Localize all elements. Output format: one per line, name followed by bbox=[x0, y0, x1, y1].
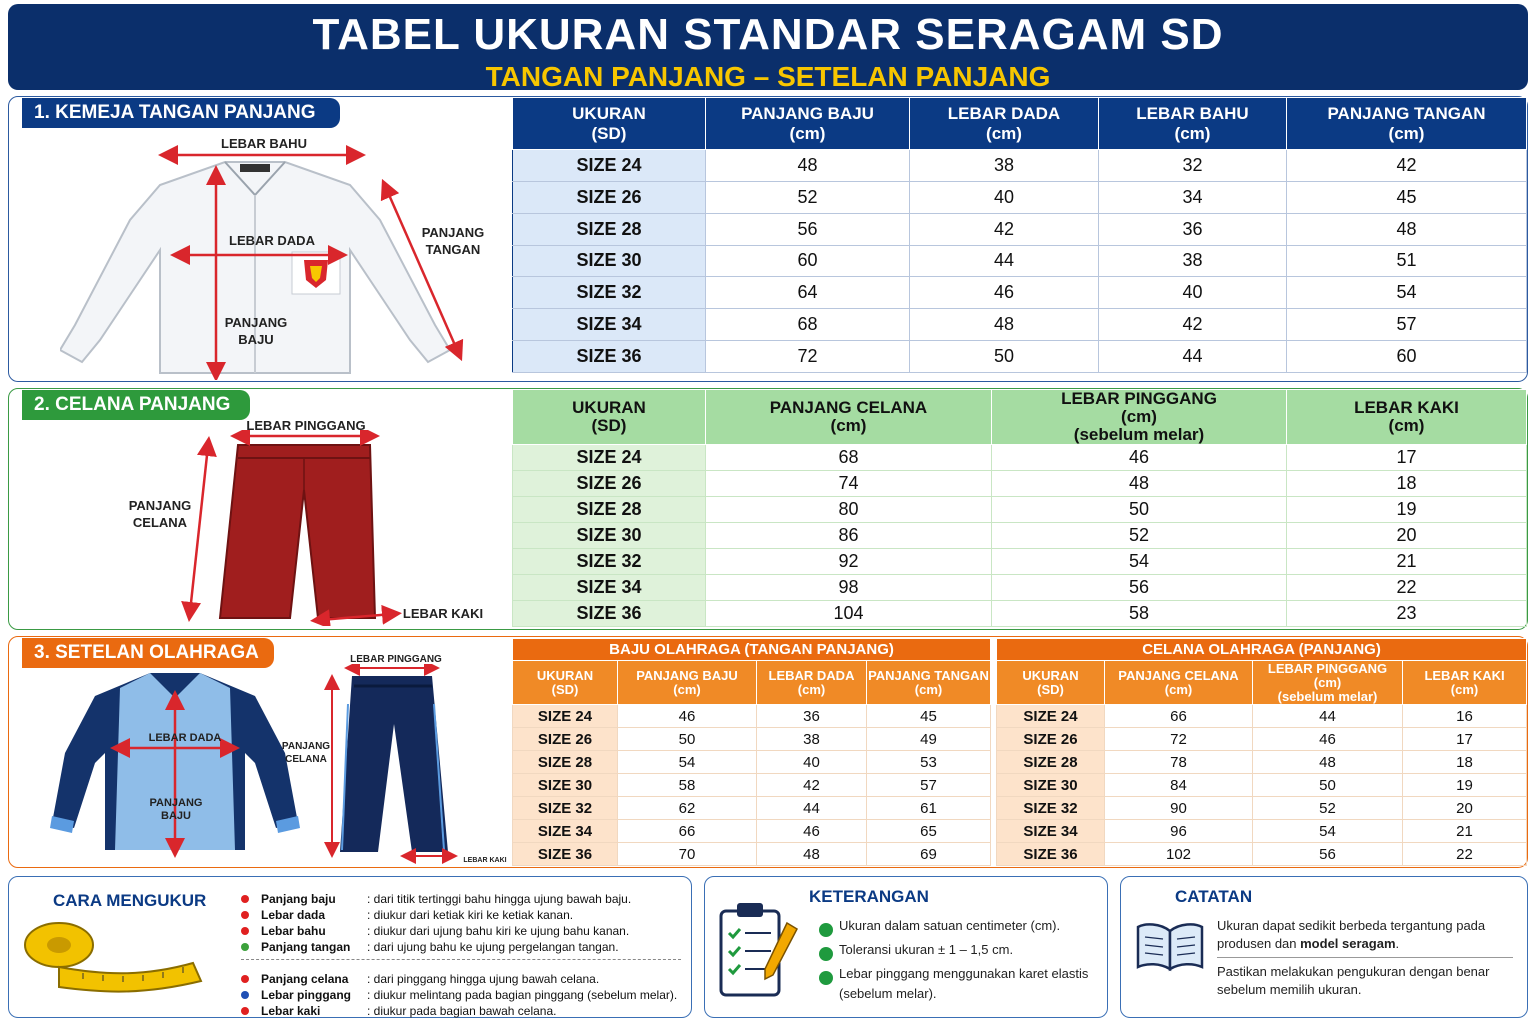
label-sport-lebar-dada: LEBAR DADA bbox=[148, 732, 222, 744]
table-row bbox=[997, 797, 1527, 820]
value-cell: 52 bbox=[706, 181, 910, 213]
size-cell: SIZE 36 bbox=[513, 601, 706, 627]
value-cell: 44 bbox=[1253, 705, 1403, 728]
page-title: TABEL UKURAN STANDAR SERAGAM SD bbox=[312, 10, 1224, 59]
check-icon: ✓ bbox=[819, 923, 833, 937]
table-row bbox=[513, 341, 1527, 373]
value-cell: 48 bbox=[757, 843, 867, 866]
value-cell: 38 bbox=[910, 150, 1099, 182]
keterangan-title: KETERANGAN bbox=[809, 887, 929, 906]
cara-mengukur-title: CARA MENGUKUR bbox=[53, 891, 207, 910]
value-cell: 51 bbox=[1287, 245, 1527, 277]
value-cell: 42 bbox=[1287, 150, 1527, 182]
size-cell: SIZE 26 bbox=[997, 728, 1105, 751]
value-cell: 52 bbox=[992, 523, 1287, 549]
cara-item bbox=[237, 907, 573, 923]
value-cell: 23 bbox=[1287, 601, 1527, 627]
checklist-clipboard-icon bbox=[717, 899, 801, 1003]
column-header: LEBAR PINGGANG (cm) (sebelum melar) bbox=[1253, 661, 1403, 705]
value-cell: 49 bbox=[867, 728, 991, 751]
value-cell: 60 bbox=[1287, 341, 1527, 373]
value-cell: 40 bbox=[757, 751, 867, 774]
value-cell: 66 bbox=[618, 820, 757, 843]
table-row bbox=[513, 309, 1527, 341]
value-cell: 50 bbox=[1253, 774, 1403, 797]
size-cell: SIZE 30 bbox=[997, 774, 1105, 797]
value-cell: 38 bbox=[757, 728, 867, 751]
value-cell: 19 bbox=[1287, 497, 1527, 523]
pants-size-table bbox=[512, 389, 1527, 627]
value-cell: 42 bbox=[1099, 309, 1287, 341]
value-cell: 78 bbox=[1105, 751, 1253, 774]
value-cell: 61 bbox=[867, 797, 991, 820]
cara-item-key: Lebar dada bbox=[261, 908, 326, 922]
value-cell: 16 bbox=[1403, 705, 1527, 728]
value-cell: 19 bbox=[1403, 774, 1527, 797]
label-sport-panjang-celana: PANJANG CELANA bbox=[281, 741, 331, 765]
value-cell: 22 bbox=[1403, 843, 1527, 866]
catatan-box bbox=[1120, 876, 1528, 1018]
value-cell: 53 bbox=[867, 751, 991, 774]
size-cell: SIZE 30 bbox=[513, 774, 618, 797]
table-row bbox=[513, 245, 1527, 277]
size-cell: SIZE 24 bbox=[513, 150, 706, 182]
value-cell: 72 bbox=[706, 341, 910, 373]
size-cell: SIZE 32 bbox=[513, 549, 706, 575]
label-sport-lebar-kaki: LEBAR KAKI bbox=[463, 857, 507, 864]
cara-item-key: Panjang baju bbox=[261, 892, 336, 906]
size-cell: SIZE 36 bbox=[513, 341, 706, 373]
value-cell: 48 bbox=[1253, 751, 1403, 774]
sport-shirt-table bbox=[512, 638, 991, 866]
check-icon: ✓ bbox=[819, 947, 833, 961]
table-row bbox=[997, 820, 1527, 843]
open-book-icon bbox=[1135, 921, 1205, 973]
value-cell: 50 bbox=[992, 497, 1287, 523]
table-row bbox=[997, 843, 1527, 866]
measuring-tape-icon bbox=[23, 915, 213, 995]
value-cell: 44 bbox=[910, 245, 1099, 277]
table-row bbox=[513, 774, 991, 797]
catatan-title: CATATAN bbox=[1175, 887, 1253, 906]
size-cell: SIZE 24 bbox=[513, 705, 618, 728]
column-header: UKURAN (SD) bbox=[513, 390, 706, 445]
value-cell: 104 bbox=[706, 601, 992, 627]
size-cell: SIZE 28 bbox=[513, 751, 618, 774]
bullet-dot-icon bbox=[241, 911, 249, 919]
check-icon: ✓ bbox=[819, 971, 833, 985]
group-header: CELANA OLAHRAGA (PANJANG) bbox=[997, 639, 1527, 661]
table-row bbox=[513, 445, 1527, 471]
table-row bbox=[997, 774, 1527, 797]
cara-item-desc: : diukur melintang pada bagian pinggang (sebelum melar). bbox=[367, 988, 678, 1002]
value-cell: 54 bbox=[992, 549, 1287, 575]
column-header: PANJANG CELANA (cm) bbox=[1105, 661, 1253, 705]
bullet-dot-icon bbox=[241, 975, 249, 983]
table-row bbox=[513, 705, 991, 728]
bullet-dot-icon bbox=[241, 927, 249, 935]
size-cell: SIZE 36 bbox=[997, 843, 1105, 866]
value-cell: 57 bbox=[867, 774, 991, 797]
value-cell: 21 bbox=[1403, 820, 1527, 843]
value-cell: 45 bbox=[867, 705, 991, 728]
table-row bbox=[513, 797, 991, 820]
column-header: UKURAN (SD) bbox=[997, 661, 1105, 705]
cara-item bbox=[237, 923, 629, 939]
cara-item-desc: : dari pinggang hingga ujung bawah celana. bbox=[367, 972, 600, 986]
value-cell: 42 bbox=[757, 774, 867, 797]
value-cell: 48 bbox=[992, 471, 1287, 497]
value-cell: 58 bbox=[992, 601, 1287, 627]
value-cell: 48 bbox=[706, 150, 910, 182]
value-cell: 102 bbox=[1105, 843, 1253, 866]
value-cell: 68 bbox=[706, 445, 992, 471]
size-cell: SIZE 32 bbox=[997, 797, 1105, 820]
catatan-note-2: Pastikan melakukan pengukuran dengan benar sebelum memilih ukuran. bbox=[1217, 964, 1490, 997]
cara-item bbox=[237, 1003, 556, 1019]
value-cell: 20 bbox=[1403, 797, 1527, 820]
cara-item-key: Lebar pinggang bbox=[261, 988, 351, 1002]
value-cell: 50 bbox=[618, 728, 757, 751]
catatan-divider bbox=[1217, 957, 1513, 958]
value-cell: 34 bbox=[1099, 181, 1287, 213]
table-row bbox=[513, 213, 1527, 245]
column-header: UKURAN (SD) bbox=[513, 98, 706, 150]
table-row bbox=[513, 601, 1527, 627]
label-panjang-tangan: PANJANG TANGAN bbox=[421, 225, 485, 257]
column-header: PANJANG TANGAN (cm) bbox=[867, 661, 991, 705]
cara-item-desc: : dari ujung bahu ke ujung pergelangan tangan. bbox=[367, 940, 619, 954]
value-cell: 56 bbox=[1253, 843, 1403, 866]
table-row bbox=[513, 575, 1527, 601]
cara-item-key: Panjang celana bbox=[261, 972, 349, 986]
column-header: PANJANG TANGAN (cm) bbox=[1287, 98, 1527, 150]
value-cell: 62 bbox=[618, 797, 757, 820]
value-cell: 57 bbox=[1287, 309, 1527, 341]
value-cell: 17 bbox=[1403, 728, 1527, 751]
value-cell: 17 bbox=[1287, 445, 1527, 471]
table-row bbox=[513, 549, 1527, 575]
page-subtitle: TANGAN PANJANG – SETELAN PANJANG bbox=[485, 61, 1051, 92]
cara-item-desc: : diukur pada bagian bawah celana. bbox=[367, 1004, 557, 1018]
column-header: PANJANG BAJU (cm) bbox=[618, 661, 757, 705]
page-header bbox=[8, 4, 1528, 90]
size-cell: SIZE 34 bbox=[997, 820, 1105, 843]
value-cell: 36 bbox=[1099, 213, 1287, 245]
size-cell: SIZE 26 bbox=[513, 728, 618, 751]
sport-pants-table bbox=[996, 638, 1527, 866]
cara-divider bbox=[241, 959, 681, 960]
value-cell: 40 bbox=[1099, 277, 1287, 309]
value-cell: 74 bbox=[706, 471, 992, 497]
value-cell: 20 bbox=[1287, 523, 1527, 549]
bullet-dot-icon bbox=[241, 1007, 249, 1015]
cara-item bbox=[237, 891, 631, 907]
value-cell: 86 bbox=[706, 523, 992, 549]
column-header: PANJANG CELANA (cm) bbox=[706, 390, 992, 445]
table-row bbox=[997, 728, 1527, 751]
value-cell: 65 bbox=[867, 820, 991, 843]
column-header: PANJANG BAJU (cm) bbox=[706, 98, 910, 150]
value-cell: 48 bbox=[910, 309, 1099, 341]
value-cell: 70 bbox=[618, 843, 757, 866]
size-cell: SIZE 24 bbox=[997, 705, 1105, 728]
column-header: UKURAN (SD) bbox=[513, 661, 618, 705]
value-cell: 44 bbox=[757, 797, 867, 820]
bullet-dot-icon bbox=[241, 943, 249, 951]
size-cell: SIZE 28 bbox=[513, 213, 706, 245]
value-cell: 18 bbox=[1403, 751, 1527, 774]
value-cell: 98 bbox=[706, 575, 992, 601]
table-row bbox=[997, 751, 1527, 774]
label-lebar-dada: LEBAR DADA bbox=[229, 233, 315, 248]
value-cell: 18 bbox=[1287, 471, 1527, 497]
column-header: LEBAR KAKI (cm) bbox=[1403, 661, 1527, 705]
table-row bbox=[997, 705, 1527, 728]
value-cell: 50 bbox=[910, 341, 1099, 373]
sport-shirt-illustration bbox=[50, 668, 300, 858]
value-cell: 96 bbox=[1105, 820, 1253, 843]
cara-item-desc: : diukur dari ketiak kiri ke ketiak kanan. bbox=[367, 908, 574, 922]
value-cell: 38 bbox=[1099, 245, 1287, 277]
value-cell: 46 bbox=[910, 277, 1099, 309]
table-row bbox=[513, 751, 991, 774]
size-cell: SIZE 34 bbox=[513, 820, 618, 843]
size-cell: SIZE 28 bbox=[513, 497, 706, 523]
value-cell: 45 bbox=[1287, 181, 1527, 213]
size-cell: SIZE 26 bbox=[513, 471, 706, 497]
table-row bbox=[513, 728, 991, 751]
cara-item bbox=[237, 939, 619, 955]
value-cell: 84 bbox=[1105, 774, 1253, 797]
value-cell: 52 bbox=[1253, 797, 1403, 820]
label-lebar-pinggang: LEBAR PINGGANG bbox=[246, 418, 366, 433]
column-header: LEBAR KAKI (cm) bbox=[1287, 390, 1527, 445]
value-cell: 69 bbox=[867, 843, 991, 866]
value-cell: 48 bbox=[1287, 213, 1527, 245]
cara-item bbox=[237, 971, 599, 987]
value-cell: 46 bbox=[1253, 728, 1403, 751]
value-cell: 22 bbox=[1287, 575, 1527, 601]
cara-item-key: Panjang tangan bbox=[261, 940, 351, 954]
size-cell: SIZE 28 bbox=[997, 751, 1105, 774]
value-cell: 66 bbox=[1105, 705, 1253, 728]
value-cell: 46 bbox=[618, 705, 757, 728]
size-cell: SIZE 30 bbox=[513, 523, 706, 549]
label-lebar-kaki: LEBAR KAKI bbox=[402, 606, 484, 621]
value-cell: 46 bbox=[992, 445, 1287, 471]
table-row bbox=[513, 181, 1527, 213]
section-shirt-title: 1. KEMEJA TANGAN PANJANG bbox=[22, 98, 340, 128]
value-cell: 40 bbox=[910, 181, 1099, 213]
cara-mengukur-box bbox=[8, 876, 692, 1018]
size-cell: SIZE 36 bbox=[513, 843, 618, 866]
value-cell: 54 bbox=[618, 751, 757, 774]
value-cell: 21 bbox=[1287, 549, 1527, 575]
value-cell: 42 bbox=[910, 213, 1099, 245]
table-row bbox=[513, 820, 991, 843]
cara-item-key: Lebar kaki bbox=[261, 1004, 321, 1018]
column-header: LEBAR BAHU (cm) bbox=[1099, 98, 1287, 150]
table-row bbox=[513, 843, 991, 866]
size-cell: SIZE 30 bbox=[513, 245, 706, 277]
size-cell: SIZE 34 bbox=[513, 309, 706, 341]
value-cell: 32 bbox=[1099, 150, 1287, 182]
value-cell: 56 bbox=[706, 213, 910, 245]
bullet-dot-icon bbox=[241, 895, 249, 903]
column-header: LEBAR DADA (cm) bbox=[757, 661, 867, 705]
keterangan-item: ✓ Toleransi ukuran ± 1 – 1,5 cm. bbox=[811, 942, 1014, 959]
value-cell: 44 bbox=[1099, 341, 1287, 373]
table-row bbox=[513, 150, 1527, 182]
cara-item-desc: : diukur dari ujung bahu kiri ke ujung bahu kanan. bbox=[367, 924, 630, 938]
table-row bbox=[513, 277, 1527, 309]
cara-item-key: Lebar bahu bbox=[261, 924, 326, 938]
section-sport-title: 3. SETELAN OLAHRAGA bbox=[22, 638, 274, 668]
sport-pants-illustration bbox=[320, 664, 510, 864]
cara-item bbox=[237, 987, 677, 1003]
value-cell: 56 bbox=[992, 575, 1287, 601]
table-row bbox=[513, 471, 1527, 497]
catatan-note-1: Ukuran dapat sedikit berbeda tergantung pada produsen dan model seragam. bbox=[1217, 918, 1486, 951]
value-cell: 80 bbox=[706, 497, 992, 523]
label-panjang-baju: PANJANG BAJU bbox=[224, 315, 288, 347]
value-cell: 36 bbox=[757, 705, 867, 728]
label-panjang-celana: PANJANG CELANA bbox=[128, 498, 192, 530]
size-cell: SIZE 32 bbox=[513, 797, 618, 820]
column-header: LEBAR PINGGANG (cm) (sebelum melar) bbox=[992, 390, 1287, 445]
column-header: LEBAR DADA (cm) bbox=[910, 98, 1099, 150]
keterangan-item: ✓ Ukuran dalam satuan centimeter (cm). bbox=[811, 918, 1061, 935]
cara-item-desc: : dari titik tertinggi bahu hingga ujung bawah baju. bbox=[367, 892, 632, 906]
value-cell: 64 bbox=[706, 277, 910, 309]
value-cell: 54 bbox=[1287, 277, 1527, 309]
size-cell: SIZE 34 bbox=[513, 575, 706, 601]
size-cell: SIZE 26 bbox=[513, 181, 706, 213]
keterangan-item: ✓ Lebar pinggang menggunakan karet elastis (sebelum melar). bbox=[811, 966, 1089, 1001]
table-row bbox=[513, 523, 1527, 549]
value-cell: 72 bbox=[1105, 728, 1253, 751]
label-sport-panjang-baju: PANJANG BAJU bbox=[149, 797, 203, 822]
label-lebar-bahu: LEBAR BAHU bbox=[221, 136, 307, 151]
label-sport-lebar-pinggang: LEBAR PINGGANG bbox=[350, 654, 442, 665]
value-cell: 60 bbox=[706, 245, 910, 277]
table-row bbox=[513, 497, 1527, 523]
value-cell: 90 bbox=[1105, 797, 1253, 820]
value-cell: 46 bbox=[757, 820, 867, 843]
value-cell: 58 bbox=[618, 774, 757, 797]
shirt-size-table bbox=[512, 97, 1527, 373]
value-cell: 92 bbox=[706, 549, 992, 575]
size-cell: SIZE 32 bbox=[513, 277, 706, 309]
value-cell: 68 bbox=[706, 309, 910, 341]
size-cell: SIZE 24 bbox=[513, 445, 706, 471]
group-header: BAJU OLAHRAGA (TANGAN PANJANG) bbox=[513, 639, 991, 661]
value-cell: 54 bbox=[1253, 820, 1403, 843]
keterangan-box bbox=[704, 876, 1108, 1018]
pants-illustration bbox=[170, 430, 410, 626]
bullet-dot-icon bbox=[241, 991, 249, 999]
section-pants-title: 2. CELANA PANJANG bbox=[22, 390, 250, 420]
